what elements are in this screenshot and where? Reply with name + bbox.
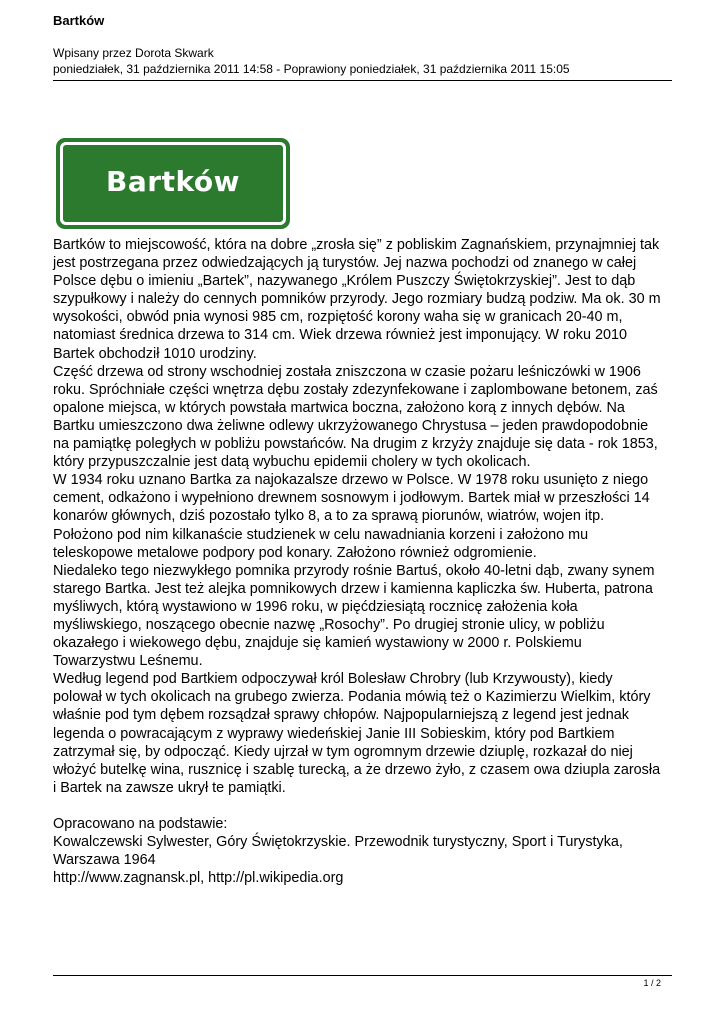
article-line: okazałego i wiekowego dębu, znajduje się kamień wystawiony w 2000 r. Polskiemu [53,635,582,652]
article-line: teleskopowe metalowe podpory pod konary. Założono również odgromienie. [53,544,537,561]
page-title: Bartków [53,13,105,28]
source-line: Kowalczewski Sylwester, Góry Świętokrzyskie. Przewodnik turystyczny, Sport i Turystyka, [53,834,623,851]
article-meta [53,46,683,77]
article-line: W 1934 roku uznano Bartka za najokazalsze drzewo w Polsce. W 1978 roku usunięto z niego [53,472,649,489]
road-sign-image [56,138,290,229]
article-line: konarów głównych, dziś pozostało tylko 8, a to za sprawą piorunów, wiatrów, wojen itp. [53,508,605,525]
article-line: Bartek obchodził 1010 urodziny. [53,345,257,362]
article-line: wysokości, obwód pnia wynosi 985 cm, rozpiętość korony waha się w granicach 20-40 m, [53,309,623,326]
article-line: właśnie pod tym dębem rozsądzał sprawy chłopów. Najpopularniejszą z legend jest jednak [53,707,629,724]
article-line: myśliwych, którą wystawiono w 1996 roku, w pięćdziesiątą rocznicę założenia koła [53,598,578,615]
article-line: starego Bartka. Jest też alejka pomnikowych drzew i kamienna kapliczka św. Huberta, patrona [53,580,653,597]
article-line: na pamiątkę poległych w pobliżu powstańców. Na drugim z krzyży znajduje się data - rok 1853, [53,436,658,453]
article-line: cement, odkażono i wypełniono drewnem sosnowym i jodłowym. Bartek miał w przeszłości 14 [53,490,650,507]
article-line: Towarzystwu Leśnemu. [53,653,203,670]
article-line: Położono pod nim kilkanaście studzienek w celu nawadniania korzeni i założono mu [53,526,589,543]
article-line: natomiast średnica drzewa to 314 cm. Wiek drzewa również jest imponujący. W roku 2010 [53,327,628,344]
footer-divider [53,975,672,976]
source-line: http://www.zagnansk.pl, http://pl.wikipedia.org [53,870,344,887]
article-line: zatrzymał się, by odpocząć. Kiedy ujrzał w tym ogromnym drzewie dziuplę, rozkazał do niej [53,743,633,760]
article-line: Według legend pod Bartkiem odpoczywał król Bolesław Chrobry (lub Krzywousty), kiedy [53,671,613,688]
source-line: Opracowano na podstawie: [53,816,228,832]
article-line: i Bartek na zawsze ukrył te pamiątki. [53,779,286,796]
article-line: roku. Spróchniałe części wnętrza dębu zostały zdezynfekowane i zaplombowane betonem, zaś [53,381,658,398]
sources-section [53,815,675,887]
date-line: poniedziałek, 31 października 2011 14:58 - Poprawiony poniedziałek, 31 października 2011 15:05 [53,61,570,76]
road-sign-text: Bartków [106,165,240,198]
article-text [53,236,675,797]
article-line: Polsce dębu o imieniu „Bartek”, nazywanego „Królem Puszczy Świętokrzyskiej”. Jest to dąb [53,273,636,290]
article-line: Bartków to miejscowość, która na dobre „zrosła się” z pobliskim Zagnańskiem, przynajmniej tak [53,237,660,253]
author-line: Wpisany przez Dorota Skwark [53,46,214,60]
page-number: 1 / 2 [643,978,661,988]
article-line: Część drzewa od strony wschodniej została zniszczona w czasie pożaru leśniczówki w 1906 [53,363,641,380]
article-line: legenda o powracającym z wyprawy wiedeńskiej Janie III Sobieskim, który pod Bartkiem [53,725,615,742]
source-line: Warszawa 1964 [53,852,156,869]
article-line: włożyć butelkę wina, rusznicę i szablę turecką, a że drzewo żyło, z czasem owa dziupla zarosła [53,761,661,778]
article-line: szypułkowy i należy do cennych pomników przyrody. Jego rozmiary budzą podziw. Ma ok. 30 m [53,291,661,308]
article-line: który przypuszczalnie jest datą wybuchu epidemii cholery w tych okolicach. [53,454,531,471]
road-sign-background [56,138,290,229]
article-line: Bartku umieszczono dwa żeliwne odlewy ukrzyżowanego Chrystusa – jeden prawdopodobnie [53,417,649,434]
article-body [53,236,675,887]
article-line: jest postrzegana przez odwiedzających ją turystów. Jej nazwa pochodzi od znanego w całej [53,255,637,272]
article-line: Niedaleko tego niezwykłego pomnika przyrody rośnie Bartuś, około 40-letni dąb, zwany synem [53,562,655,579]
article-line: opalone miejsca, w których powstała martwica boczna, założono korą z innych dębów. Na [53,399,625,416]
article-line: polował w tych okolicach na grubego zwierza. Podania mówią też o Kazimierzu Wielkim, który [53,689,651,706]
header-divider [53,80,672,81]
paragraph-gap [53,797,675,815]
article-line: myśliwskiego, noszącego obecnie nazwę „Rosochy”. Po drugiej stronie ulicy, w pobliżu [53,616,605,633]
